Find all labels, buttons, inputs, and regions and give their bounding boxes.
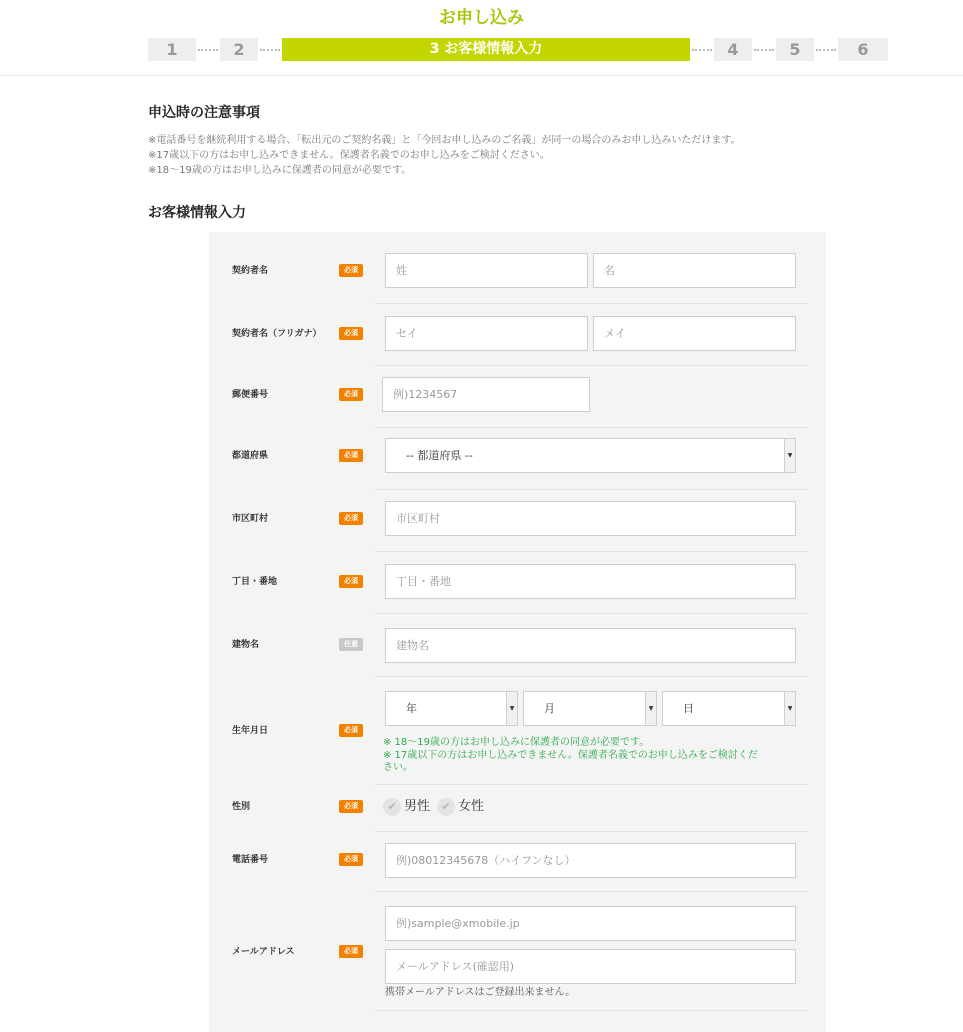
chevron-down-icon: ▼ [784,439,795,472]
chevron-down-icon: ▼ [784,692,795,725]
gender-label: 性別 [232,802,251,812]
step-connector [692,49,712,51]
form-title: お客様情報入力 [148,205,246,221]
row-divider [375,831,808,832]
gender-male-label: 男性 [404,799,431,814]
header-divider [0,75,963,76]
city-input[interactable] [385,501,796,536]
chevron-down-icon: ▼ [506,692,517,725]
gender-female-radio[interactable] [437,797,489,817]
step-6: 6 [838,38,888,61]
birth-year-select[interactable] [385,691,518,726]
row-divider [375,489,808,490]
required-badge: 必須 [339,724,363,737]
gender-female-label: 女性 [458,799,485,814]
row-divider [375,551,808,552]
building-label: 建物名 [232,640,260,650]
phone-label: 電話番号 [232,855,269,865]
last-name-input[interactable] [385,253,588,288]
address-label: 丁目・番地 [232,577,278,587]
check-icon: ✔ [437,798,455,816]
first-name-kana-input[interactable] [593,316,796,351]
last-name-kana-input[interactable] [385,316,588,351]
required-badge: 必須 [339,512,363,525]
address-input[interactable] [385,564,796,599]
email-input[interactable] [385,906,796,941]
step-1: 1 [148,38,196,61]
birthday-note: さい。 [383,762,413,773]
required-badge: 必須 [339,800,363,813]
birth-day-value: 日 [683,702,694,715]
step-connector [260,49,280,51]
notice-line: ※18〜19歳の方はお申し込みに保護者の同意が必要です。 [148,165,412,176]
prefecture-selected-value: -- 都道府県 -- [406,449,473,462]
step-2: 2 [220,38,258,61]
prefecture-label: 都道府県 [232,451,269,461]
phone-input[interactable] [385,843,796,878]
birthday-note: ※ 17歳以下の方はお申し込みできません。保護者名義でのお申し込みをご検討くだ [383,750,758,761]
required-badge: 必須 [339,575,363,588]
row-divider [375,613,808,614]
first-name-input[interactable] [593,253,796,288]
gender-male-radio[interactable] [383,797,435,817]
birth-month-value: 月 [544,702,555,715]
required-badge: 必須 [339,327,363,340]
step-3-current: 3 お客様情報入力 [282,38,690,61]
required-badge: 必須 [339,264,363,277]
notice-line: ※17歳以下の方はお申し込みできません。保護者名義でのお申し込みをご検討ください。 [148,150,550,161]
step-connector [754,49,774,51]
notice-list [148,133,741,178]
row-divider [375,427,808,428]
progress-steps [148,38,888,61]
notice-title: 申込時の注意事項 [148,105,260,121]
page-title: お申し込み [439,8,524,28]
row-divider [375,365,808,366]
birthday-label: 生年月日 [232,726,269,736]
row-divider [375,784,808,785]
email-hint: 携帯メールアドレスはご登録出来ません。 [385,987,576,998]
row-divider [375,676,808,677]
required-badge: 必須 [339,853,363,866]
row-divider [375,303,808,304]
birth-day-select[interactable] [662,691,796,726]
birth-month-select[interactable] [523,691,657,726]
birthday-note: ※ 18〜19歳の方はお申し込みに保護者の同意が必要です。 [383,737,650,748]
step-connector [816,49,836,51]
postal-code-input[interactable] [382,377,590,412]
email-label: メールアドレス [232,947,295,957]
city-label: 市区町村 [232,514,269,524]
row-divider [375,1010,808,1011]
prefecture-select[interactable] [385,438,796,473]
notice-line: ※電話番号を継続利用する場合、「転出元のご契約名義」と「今回お申し込みのご名義」が同一の場合のみお申し込みいただけます。 [148,135,741,146]
row-divider [375,891,808,892]
email-confirm-input[interactable] [385,949,796,984]
chevron-down-icon: ▼ [645,692,656,725]
step-connector [198,49,218,51]
postal-label: 郵便番号 [232,390,269,400]
required-badge: 必須 [339,449,363,462]
building-input[interactable] [385,628,796,663]
required-badge: 必須 [339,388,363,401]
birth-year-value: 年 [406,702,417,715]
name-label: 契約者名 [232,266,269,276]
kana-label: 契約者名（フリガナ） [232,329,322,339]
check-icon: ✔ [383,798,401,816]
optional-badge: 任意 [339,638,363,651]
required-badge: 必須 [339,945,363,958]
step-5: 5 [776,38,814,61]
step-4: 4 [714,38,752,61]
